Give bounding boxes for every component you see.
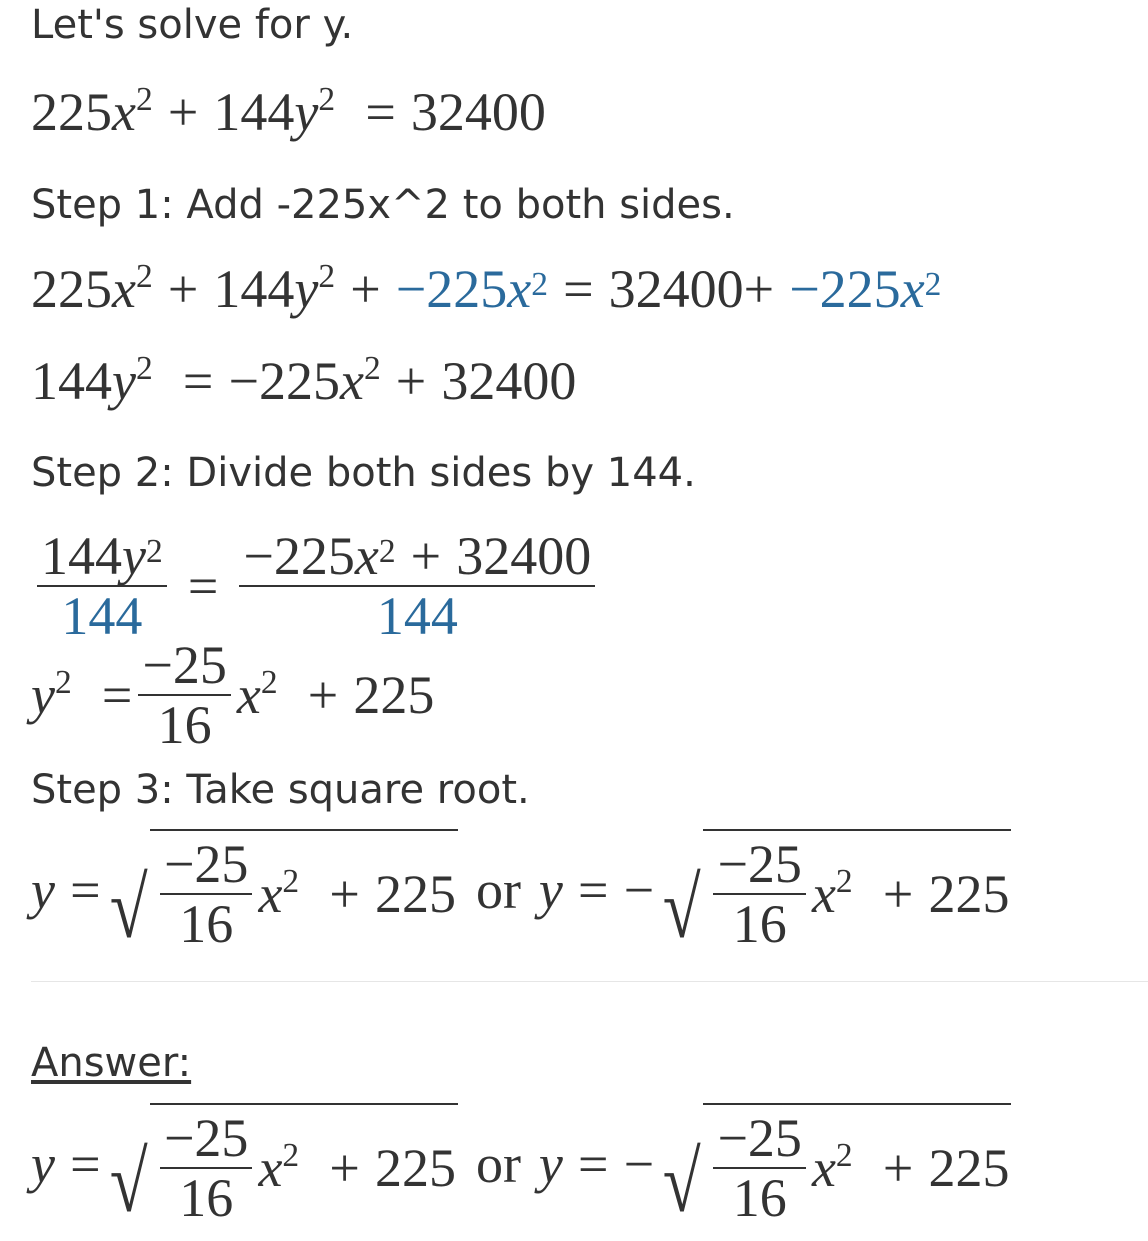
numerator: −25: [160, 837, 252, 895]
fraction: [37, 526, 167, 646]
operator: +: [167, 259, 199, 319]
operator: +: [882, 864, 914, 924]
constant: 32400: [441, 351, 577, 411]
variable: y: [112, 351, 136, 411]
section-divider: [31, 981, 1148, 982]
step1-line2: 144 y $^2$ = −225 x $^2$ + 32400: [31, 350, 577, 411]
or-word: or: [475, 1134, 521, 1194]
operator: +: [307, 665, 339, 725]
operator: +: [329, 1138, 360, 1198]
constant: 225: [353, 665, 435, 725]
variable: y: [538, 860, 563, 920]
constant: 225: [928, 1138, 1010, 1198]
radical-sign-icon: √: [662, 1133, 701, 1230]
final-answer: [31, 1108, 1011, 1230]
numerator: [239, 526, 595, 587]
operator: +: [167, 82, 199, 142]
constant: 32400: [608, 259, 744, 319]
denominator: 16: [179, 1168, 234, 1228]
variable: y: [31, 1134, 55, 1194]
fraction: [239, 526, 595, 646]
variable: x: [236, 665, 261, 725]
variable: y: [31, 665, 55, 725]
coefficient: −225: [228, 351, 340, 411]
variable: y: [31, 860, 55, 920]
equals-sign: =: [578, 860, 609, 920]
constant: 225: [374, 1138, 456, 1198]
intro-text: Let's solve for y.: [31, 2, 354, 48]
exponent: 2: [378, 533, 396, 571]
step2-line2: y $^2$ = $\frac{-25}{16}$ x $^2$ + 225: [31, 635, 435, 755]
operator: +: [329, 864, 360, 924]
equals-sign: =: [563, 259, 594, 319]
constant: 225: [928, 864, 1010, 924]
coefficient: 144: [41, 526, 122, 586]
fraction: [160, 834, 252, 954]
radical-sign-icon: √: [109, 859, 148, 956]
radicand: $\frac{-25}{16}$ x $^2$ + 225: [150, 829, 458, 951]
fraction: [713, 1108, 805, 1228]
variable: y: [122, 526, 146, 586]
equals-sign: =: [578, 1134, 609, 1194]
step1-line1: 225 x $^2$ + 144 y $^2$ + $-225x^2$ = 32400 + $-225x^2$: [31, 258, 942, 319]
variable: x: [339, 351, 364, 411]
constant: 32400: [456, 526, 592, 586]
equals-sign: =: [365, 82, 396, 142]
coefficient: 225: [31, 259, 112, 319]
numerator: −25: [160, 1111, 252, 1169]
variable: x: [112, 259, 136, 319]
coefficient: 225: [31, 82, 112, 142]
denominator: 16: [732, 1168, 787, 1228]
denominator: 16: [732, 894, 787, 954]
step3-solution: [31, 834, 1011, 956]
original-equation: 225 x $^2$ + 144 y $^2$ = 32400: [31, 81, 546, 142]
variable: x: [900, 259, 925, 319]
fraction: [713, 834, 805, 954]
coefficient: 144: [213, 259, 295, 319]
variable: x: [811, 864, 836, 924]
exponent: 2: [924, 266, 942, 304]
equals-sign: =: [182, 351, 214, 411]
radical-sign-icon: √: [662, 859, 701, 956]
added-term: [789, 258, 941, 320]
radicand: $\frac{-25}{16}$ x $^2$ + 225: [703, 1103, 1011, 1225]
radicand: $\frac{-25}{16}$ x $^2$ + 225: [150, 1103, 458, 1225]
variable: x: [258, 864, 283, 924]
denominator: 144: [61, 586, 143, 646]
fraction: [138, 635, 230, 755]
square-root: [105, 829, 458, 956]
operator: +: [743, 259, 775, 319]
coefficient: −225: [243, 526, 355, 586]
equals-sign: =: [70, 1134, 101, 1194]
radical-sign-icon: √: [109, 1133, 148, 1230]
added-term: [396, 258, 548, 320]
square-root: [658, 1103, 1011, 1230]
operator: +: [410, 526, 442, 586]
equals-sign: =: [101, 665, 133, 725]
step1-text: Step 1: Add -225x^2 to both sides.: [31, 182, 735, 228]
numerator: [37, 526, 167, 587]
minus-sign: −: [623, 860, 655, 920]
exponent: 2: [145, 533, 163, 571]
equals-sign: =: [187, 556, 219, 616]
exponent: 2: [531, 266, 548, 304]
denominator: 144: [376, 586, 458, 646]
step3-text: Step 3: Take square root.: [31, 767, 530, 813]
or-word: or: [475, 860, 521, 920]
coefficient: −225: [789, 259, 901, 319]
variable: x: [258, 1138, 283, 1198]
variable: x: [507, 259, 532, 319]
operator: +: [350, 259, 381, 319]
coefficient: 144: [213, 82, 295, 142]
variable: y: [538, 1134, 563, 1194]
step2-text: Step 2: Divide both sides by 144.: [31, 450, 696, 496]
numerator: −25: [713, 1111, 805, 1169]
variable: x: [354, 526, 379, 586]
fraction: [160, 1108, 252, 1228]
variable: x: [811, 1138, 836, 1198]
variable: y: [294, 82, 319, 142]
square-root: [658, 829, 1011, 956]
answer-label: Answer:: [31, 1040, 192, 1086]
square-root: [105, 1103, 458, 1230]
coefficient: −225: [395, 259, 508, 319]
variable: y: [294, 259, 319, 319]
numerator: −25: [713, 837, 805, 895]
minus-sign: −: [623, 1134, 655, 1194]
denominator: 16: [179, 894, 234, 954]
constant: 225: [374, 864, 456, 924]
coefficient: 144: [31, 351, 112, 411]
equals-sign: =: [70, 860, 101, 920]
variable: x: [112, 82, 136, 142]
constant: 32400: [410, 82, 546, 142]
radicand: $\frac{-25}{16}$ x $^2$ + 225: [703, 829, 1011, 951]
step2-line1: [31, 526, 601, 646]
numerator: −25: [138, 638, 230, 696]
operator: +: [395, 351, 427, 411]
denominator: 16: [157, 695, 212, 755]
operator: +: [882, 1138, 914, 1198]
